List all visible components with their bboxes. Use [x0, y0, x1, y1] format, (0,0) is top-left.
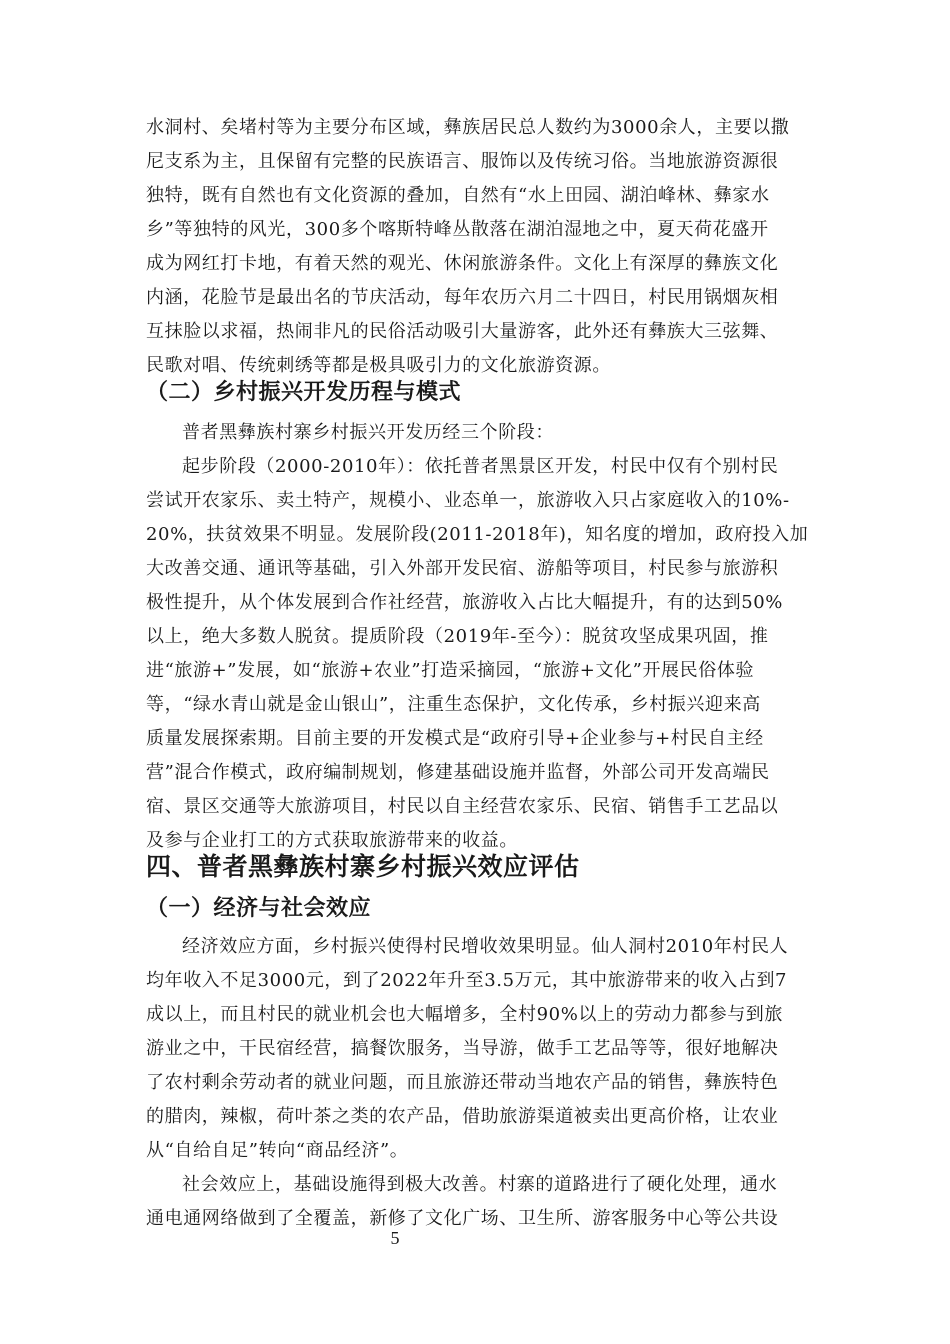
- section-heading-economic-social: （一）经济与社会效应: [146, 896, 372, 921]
- text-line: 经济效应方面，乡村振兴使得村民增收效果明显。仙人洞村2010年村民人: [182, 936, 789, 957]
- text-line: 游业之中，干民宿经营，搞餐饮服务，当导游，做手工艺品等等，很好地解决: [146, 1038, 779, 1059]
- text-line: 宿、景区交通等大旅游项目，村民以自主经营农家乐、民宿、销售手工艺品以: [146, 796, 779, 817]
- text-line: 及参与企业打工的方式获取旅游带来的收益。: [146, 830, 518, 851]
- text-line: 的腊肉，辣椒，荷叶茶之类的农产品，借助旅游渠道被卖出更高价格，让农业: [146, 1106, 779, 1127]
- text-line: 社会效应上，基础设施得到极大改善。村寨的道路进行了硬化处理，通水: [182, 1174, 778, 1195]
- text-line: 均年收入不足3000元，到了2022年升至3.5万元，其中旅游带来的收入占到7: [146, 970, 788, 991]
- text-line: 普者黑彝族村寨乡村振兴开发历经三个阶段：: [182, 422, 554, 443]
- section-heading-development: （二）乡村振兴开发历程与模式: [146, 380, 462, 405]
- text-line: 尝试开农家乐、卖土特产，规模小、业态单一，旅游收入只占家庭收入的10%-: [146, 490, 790, 511]
- text-line: 独特，既有自然也有文化资源的叠加，自然有“水上田园、湖泊峰林、彝家水: [146, 185, 770, 206]
- text-line: 水洞村、矣堵村等为主要分布区域，彝族居民总人数约为3000余人，主要以撒: [146, 117, 790, 138]
- text-line: 通电通网络做到了全覆盖，新修了文化广场、卫生所、游客服务中心等公共设: [146, 1208, 779, 1229]
- text-line: 20%，扶贫效果不明显。发展阶段(2011-2018年)，知名度的增加，政府投入加: [146, 524, 809, 545]
- text-line: 乡”等独特的风光，300多个喀斯特峰丛散落在湖泊湿地之中，夏天荷花盛开: [146, 219, 769, 240]
- text-line: 从“自给自足”转向“商品经济”。: [146, 1140, 409, 1161]
- text-line: 以上，绝大多数人脱贫。提质阶段（2019年-至今）：脱贫攻坚成果巩固，推: [146, 626, 769, 647]
- text-line: 成为网红打卡地，有着天然的观光、休闲旅游条件。文化上有深厚的彝族文化: [146, 253, 779, 274]
- text-line: 营”混合作模式，政府编制规划，修建基础设施并监督，外部公司开发高端民: [146, 762, 770, 783]
- page-number: 5: [390, 1228, 400, 1248]
- text-line: 民歌对唱、传统刺绣等都是极具吸引力的文化旅游资源。: [146, 355, 611, 376]
- text-line: 质量发展探索期。目前主要的开发模式是“政府引导+企业参与+村民自主经: [146, 728, 764, 749]
- text-line: 极性提升，从个体发展到合作社经营，旅游收入占比大幅提升，有的达到50%: [146, 592, 784, 613]
- chapter-heading-evaluation: 四、普者黑彝族村寨乡村振兴效应评估: [146, 852, 580, 881]
- text-line: 成以上，而且村民的就业机会也大幅增多，全村90%以上的劳动力都参与到旅: [146, 1004, 784, 1025]
- text-line: 起步阶段（2000-2010年）：依托普者黑景区开发，村民中仅有个别村民: [182, 456, 779, 477]
- text-line: 尼支系为主，且保留有完整的民族语言、服饰以及传统习俗。当地旅游资源很: [146, 151, 779, 172]
- text-line: 互抹脸以求福，热闹非凡的民俗活动吸引大量游客，此外还有彝族大三弦舞、: [146, 321, 779, 342]
- text-line: 了农村剩余劳动者的就业问题，而且旅游还带动当地农产品的销售，彝族特色: [146, 1072, 779, 1093]
- text-line: 内涵，花脸节是最出名的节庆活动，每年农历六月二十四日，村民用锅烟灰相: [146, 287, 779, 308]
- text-line: 大改善交通、通讯等基础，引入外部开发民宿、游船等项目，村民参与旅游积: [146, 558, 779, 579]
- text-line: 等，“绿水青山就是金山银山”，注重生态保护，文化传承，乡村振兴迎来高: [146, 694, 761, 715]
- text-line: 进“旅游+”发展，如“旅游+农业”打造采摘园，“旅游+文化”开展民俗体验: [146, 660, 755, 681]
